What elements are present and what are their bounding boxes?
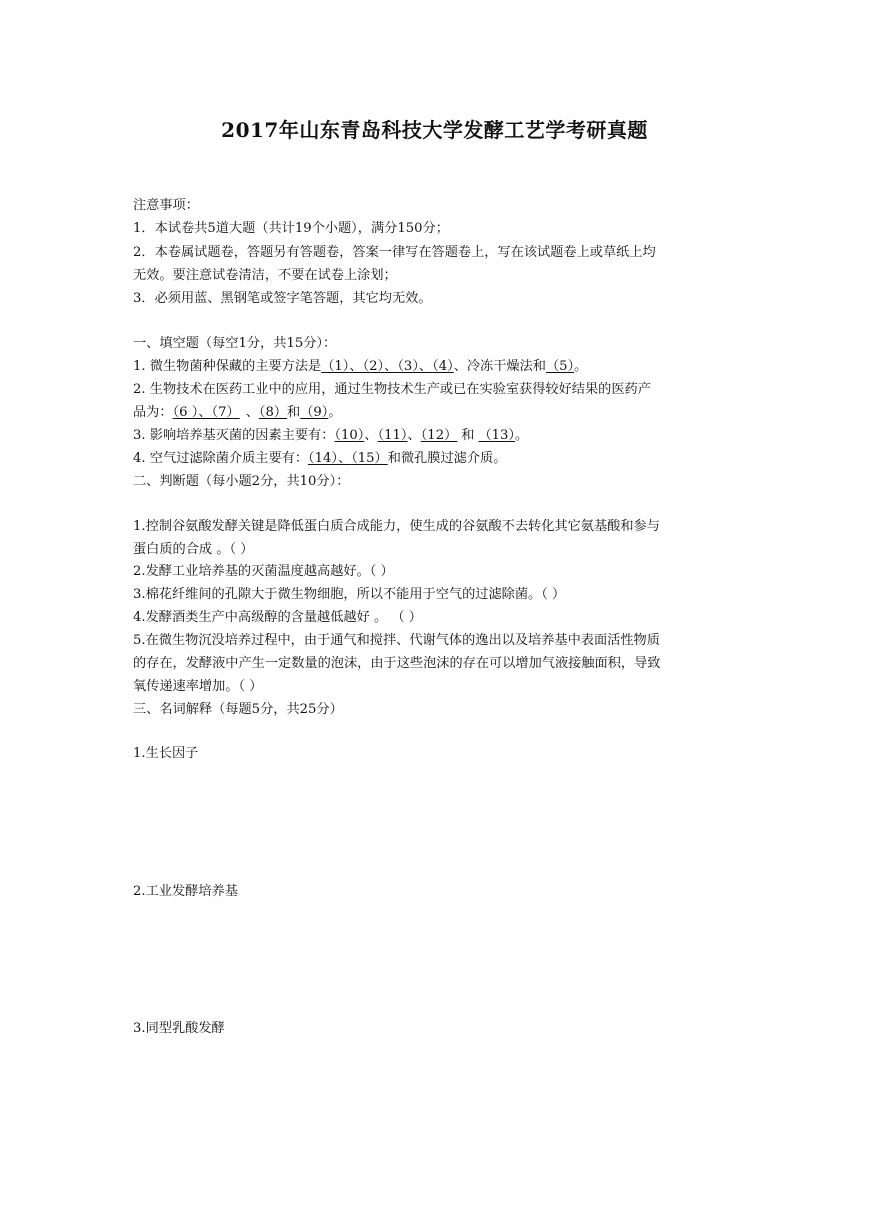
blank-4: （4） [432,359,454,374]
blank-11: （11） [377,428,408,443]
separator: 和 [287,405,301,420]
blank-1: （1） [321,359,350,374]
fill-question-2-line1: 2. 生物技术在医药工业中的应用，通过生物技术生产或已在实验室获得较好结果的医药产 [133,382,651,397]
question-text: 1. 微生物菌种保藏的主要方法是 [133,359,322,374]
question-end: 和微孔膜过滤介质。 [387,451,507,466]
question-text: 4. 空气过滤除菌介质主要有： [133,451,309,466]
page-title: 2017年山东青岛科技大学发酵工艺学考研真题 [221,118,648,142]
judge-line: 2.发酵工业培养基的灭菌温度越高越好。（ ） [133,564,394,579]
notice-line: 1．本试卷共5道大题（共计19个小题），满分150分； [133,221,449,236]
separator: 、 [407,428,421,443]
blank-7: （7） [211,405,240,420]
separator: 和 [461,428,475,443]
separator: 、 [349,359,363,374]
blank-9: （9） [300,405,329,420]
notice-line: 3．必须用蓝、黑钢笔或签字笔答题，其它均无效。 [133,291,432,306]
notice-line: 2．本卷属试题卷，答题另有答题卷，答案一律写在答题卷上，写在该试题卷上或草纸上均 [133,245,656,260]
separator: 、 [245,405,259,420]
blank-5: （5） [546,359,575,374]
blank-6: （6 ） [172,405,199,420]
blank-10: （10） [334,428,365,443]
fill-question-1 [133,359,743,375]
blank-12: （12） [420,428,458,443]
judge-line: 4.发酵酒类生产中高级醇的含量越低越好 。 （ ） [133,610,422,625]
notice-line: 无效。要注意试卷清洁，不要在试卷上涂划； [133,268,397,283]
question-text: 品为： [133,405,173,420]
separator: 、 [418,359,433,374]
fill-question-2-line2 [133,405,743,421]
question-end: 。 [515,428,529,443]
notice-heading: 注意事项： [133,198,199,213]
section1-heading: 一、填空题（每空1分，共15分）： [133,336,337,351]
section2-heading: 二、判断题（每小题2分，共10分）： [133,474,350,489]
term-item: 3.同型乳酸发酵 [133,1021,225,1036]
judge-line: 5.在微生物沉没培养过程中，由于通气和搅拌、代谢气体的逸出以及培养基中表面活性物质 [133,633,660,648]
judge-line: 氧传递速率增加。（ ） [133,679,263,694]
blank-3: （3） [397,359,419,374]
term-item: 1.生长因子 [133,746,199,761]
blank-8: （8） [258,405,288,420]
blank-14: （14） [308,451,338,466]
term-item: 2.工业发酵培养基 [133,884,238,899]
blank-2: （2） [362,359,385,374]
fill-question-3 [133,428,743,444]
separator: 、 [384,359,398,374]
fill-question-4 [133,451,743,467]
separator: 、 [198,405,212,420]
question-text: 3. 影响培养基灭菌的因素主要有： [133,428,335,443]
section3-heading: 三、名词解释（每题5分，共25分） [133,702,343,717]
judge-line: 1.控制谷氨酸发酵关键是降低蛋白质合成能力，使生成的谷氨酸不去转化其它氨基酸和参与 [133,519,660,534]
separator: 、 [338,451,352,466]
question-end: 。 [328,405,342,420]
question-text: 、冷冻干燥法和 [453,359,546,374]
blank-13: （13） [478,428,516,443]
blank-15: （15） [351,451,388,466]
judge-line: 蛋白质的合成 。（ ） [133,542,254,557]
question-end: 。 [574,359,588,374]
judge-line: 的存在，发酵液中产生一定数量的泡沫，由于这些泡沫的存在可以增加气液接触面积，导致 [133,656,661,671]
judge-line: 3.棉花纤维间的孔隙大于微生物细胞，所以不能用于空气的过滤除菌。（ ） [133,587,566,602]
separator: 、 [364,428,378,443]
